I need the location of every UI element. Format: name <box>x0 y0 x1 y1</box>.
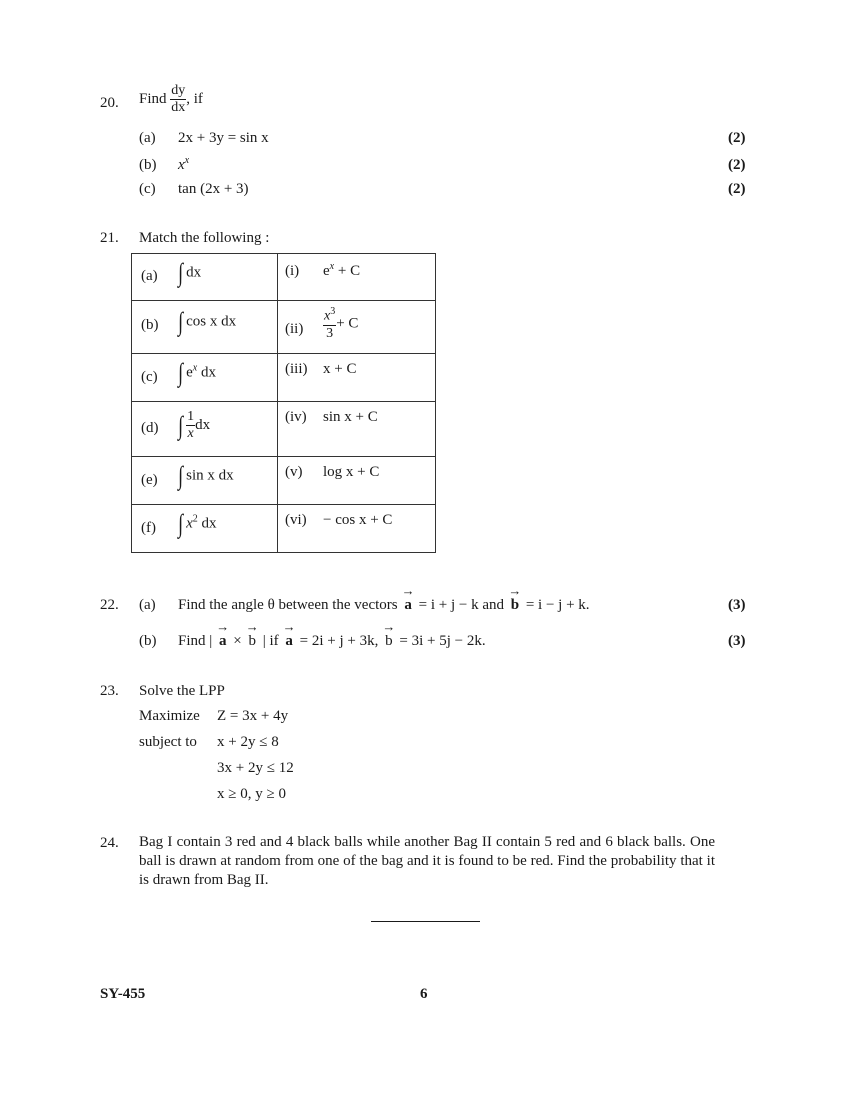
table-row <box>132 402 436 457</box>
vector-a: → a <box>216 619 230 649</box>
vector-arrow-icon: → <box>401 583 415 598</box>
q20-if: , if <box>186 91 203 107</box>
q23-maximize-label: Maximize <box>139 708 200 724</box>
q20c-marks: (2) <box>728 181 746 197</box>
left-expr: ∫ cos x dx <box>178 307 237 336</box>
vector-a: → a <box>282 619 296 649</box>
q21-prompt: Match the following : <box>139 230 270 246</box>
left-expr: ∫ $e^x$ dx <box>178 358 216 387</box>
right-label: (v) <box>285 464 303 480</box>
vector-b: → b <box>382 619 396 649</box>
right-label: (ii) <box>285 321 304 337</box>
q20a-marks: (2) <box>728 130 746 146</box>
q20-derivative-fraction <box>170 84 186 115</box>
q23-title: Solve the LPP <box>139 683 225 699</box>
vector-b: → b <box>245 619 259 649</box>
left-expr: ∫ $x^2$ dx <box>178 509 217 538</box>
table-row <box>132 254 436 301</box>
vector-b: → b <box>508 583 522 613</box>
q23-constraint-1: x + 2y ≤ 8 <box>217 734 279 750</box>
q20-find: Find <box>139 91 167 107</box>
left-label: (e) <box>141 472 158 488</box>
vector-arrow-icon: → <box>382 619 396 634</box>
q20-dx: dx <box>171 100 186 115</box>
left-label: (b) <box>141 317 159 333</box>
integral-icon: ∫ <box>178 410 184 440</box>
right-expr: − cos x + C <box>323 512 393 528</box>
q20b-base: x <box>178 157 185 173</box>
q22a-label: (a) <box>139 597 156 613</box>
q20b-marks: (2) <box>728 157 746 173</box>
match-right-iii <box>278 354 436 402</box>
match-left-c <box>132 354 278 402</box>
right-expr: $e^x + C$ <box>323 261 361 279</box>
q23-constraint-3: x ≥ 0, y ≥ 0 <box>217 786 286 802</box>
q21-number: 21. <box>100 230 119 246</box>
match-right-vi <box>278 505 436 553</box>
q23-constraint-2: 3x + 2y ≤ 12 <box>217 760 294 776</box>
left-label: (c) <box>141 369 158 385</box>
match-left-b <box>132 301 278 354</box>
table-row <box>132 301 436 354</box>
right-label: (vi) <box>285 512 307 528</box>
table-row <box>132 457 436 505</box>
vector-a: → a <box>401 583 415 613</box>
page-number: 6 <box>420 986 428 1002</box>
q22b-label: (b) <box>139 633 157 649</box>
right-expr: sin x + C <box>323 409 378 425</box>
q20b-label: (b) <box>139 157 157 173</box>
left-label: (f) <box>141 520 156 536</box>
q20-dy: dy <box>171 83 186 98</box>
table-row <box>132 505 436 553</box>
q23-objective: Z = 3x + 4y <box>217 708 289 724</box>
left-expr: ∫ dx <box>178 258 202 287</box>
q20b-expr <box>178 155 189 174</box>
match-right-ii <box>278 301 436 354</box>
q20c-expr: tan (2x + 3) <box>178 181 249 197</box>
left-label: (d) <box>141 420 159 436</box>
match-left-a <box>132 254 278 301</box>
q20b-exponent: x <box>184 155 190 166</box>
q23-number: 23. <box>100 683 119 699</box>
right-label: (iv) <box>285 409 307 425</box>
q24-number: 24. <box>100 835 119 851</box>
q24-text: Bag I contain 3 red and 4 black balls while another Bag II contain 5 red and 6 black balls. One ball is drawn at random from one of the bag and it is found to be red. Find the probability that it is drawn from Bag II. <box>139 834 715 888</box>
right-expr: $\frac{x^3}{3}$ + C <box>324 306 359 341</box>
q20-number: 20. <box>100 95 119 111</box>
table-row <box>132 354 436 402</box>
left-expr: ∫ $\frac{1}{x}$ dx <box>178 409 211 441</box>
q23-subject-label: subject to <box>139 734 197 750</box>
q20-stem <box>139 84 203 115</box>
match-left-d <box>132 402 278 457</box>
integral-icon: ∫ <box>178 307 184 336</box>
q22a-text: Find the angle θ between the vectors → a = i + j − k and → b = i − j + k. <box>178 583 590 613</box>
q20a-expr: 2x + 3y = sin x <box>178 130 269 146</box>
vector-arrow-icon: → <box>245 619 259 634</box>
match-table <box>131 253 436 553</box>
q20a-label: (a) <box>139 130 156 146</box>
integral-icon: ∫ <box>178 258 184 287</box>
vector-arrow-icon: → <box>282 619 296 634</box>
q22-number: 22. <box>100 597 119 613</box>
right-label: (iii) <box>285 361 308 377</box>
right-expr: x + C <box>323 361 357 377</box>
match-left-f <box>132 505 278 553</box>
match-left-e <box>132 457 278 505</box>
integral-icon: ∫ <box>178 509 184 538</box>
integral-icon: ∫ <box>178 461 184 490</box>
end-divider <box>371 921 480 922</box>
q22b-text: Find | → a × → b | if → a = 2i + j + 3k, → b = 3i + 5j − 2k. <box>178 619 486 649</box>
match-right-i <box>278 254 436 301</box>
integral-icon: ∫ <box>178 358 184 387</box>
right-label: (i) <box>285 263 300 279</box>
match-right-iv <box>278 402 436 457</box>
vector-arrow-icon: → <box>508 583 522 598</box>
q22b-marks: (3) <box>728 633 746 649</box>
q24-text-block <box>139 833 715 890</box>
footer-code: SY-455 <box>100 986 146 1002</box>
match-right-v <box>278 457 436 505</box>
q20c-label: (c) <box>139 181 156 197</box>
vector-arrow-icon: → <box>216 619 230 634</box>
left-label: (a) <box>141 268 158 284</box>
left-expr: ∫ sin x dx <box>178 461 234 490</box>
right-expr: log x + C <box>323 464 380 480</box>
q22a-marks: (3) <box>728 597 746 613</box>
